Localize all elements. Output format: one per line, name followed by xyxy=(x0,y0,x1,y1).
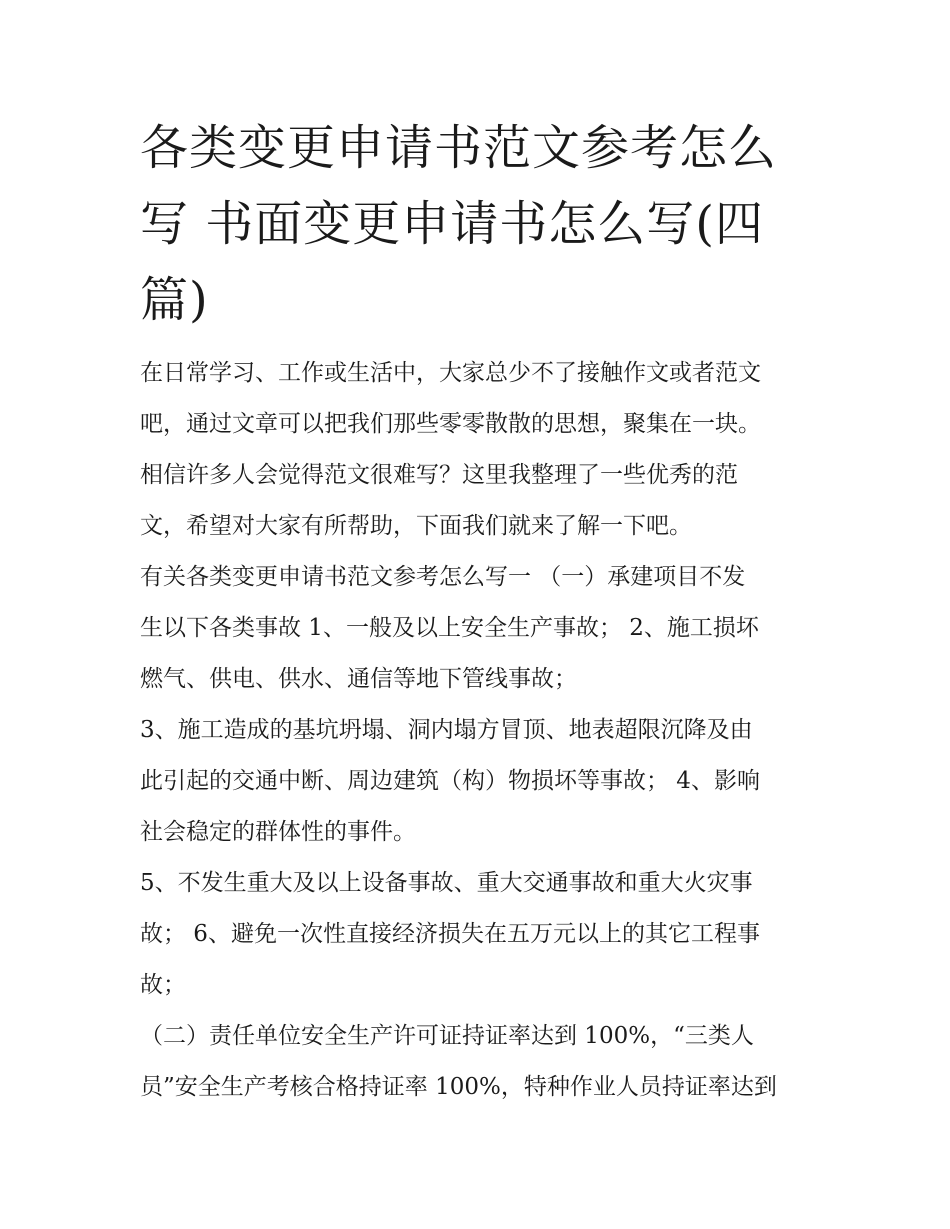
text-line: 故； xyxy=(140,972,186,998)
paragraph-item-3 xyxy=(140,705,820,858)
text-line: 相信许多人会觉得范文很难写？这里我整理了一些优秀的范 xyxy=(140,462,738,488)
title-line: 各类变更申请书范文参考怎么 xyxy=(140,120,778,176)
document-content xyxy=(140,110,820,1113)
text-line: 5、不发生重大及以上设备事故、重大交通事故和重大火灾事 xyxy=(140,870,753,896)
text-line: 文，希望对大家有所帮助，下面我们就来了解一下吧。 xyxy=(140,513,692,539)
text-line: 燃气、供电、供水、通信等地下管线事故； xyxy=(140,666,577,692)
paragraph-section-two xyxy=(140,1011,820,1113)
paragraph-section-one xyxy=(140,552,820,705)
paragraph-item-5 xyxy=(140,858,820,1011)
title-line: 写 书面变更申请书怎么写(四 xyxy=(140,196,764,252)
text-line: 3、施工造成的基坑坍塌、洞内塌方冒顶、地表超限沉降及由 xyxy=(140,717,753,743)
text-line: 生以下各类事故 1、一般及以上安全生产事故； 2、施工损坏 xyxy=(140,615,759,641)
paragraph-intro xyxy=(140,348,820,552)
text-line: 此引起的交通中断、周边建筑（构）物损坏等事故； 4、影响 xyxy=(140,768,760,794)
text-line: 员”安全生产考核合格持证率 100%，特种作业人员持证率达到 xyxy=(140,1074,777,1100)
text-line: （二）责任单位安全生产许可证持证率达到 100%，“三类人 xyxy=(140,1023,754,1049)
title-line: 篇) xyxy=(140,272,209,328)
text-line: 在日常学习、工作或生活中，大家总少不了接触作文或者范文 xyxy=(140,360,761,386)
text-line: 有关各类变更申请书范文参考怎么写一 （一）承建项目不发 xyxy=(140,564,746,590)
text-line: 社会稳定的群体性的事件。 xyxy=(140,819,416,845)
text-line: 吧，通过文章可以把我们那些零零散散的思想，聚集在一块。 xyxy=(140,411,761,437)
document-title xyxy=(140,110,820,338)
text-line: 故； 6、避免一次性直接经济损失在五万元以上的其它工程事 xyxy=(140,921,760,947)
